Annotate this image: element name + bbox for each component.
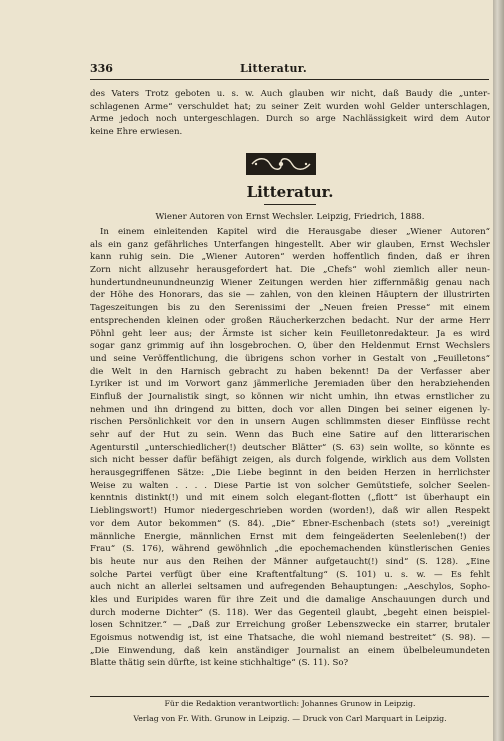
text-line: Blatte thätig sein dürfte, ist keine stichhaltige“ (S. 11). So? [90,658,349,669]
text-line: Zorn nicht allzusehr herausgefordert hat. Die „Chefs“ wohl ziemlich aller neun- [90,265,490,276]
page-header [90,62,490,78]
text-line: der Höhe des Honorars, das sie — zahlen, von den kleinen Häuptern der illustrirten [90,290,490,301]
text-line: nehmen und ihn dringend zu bitten, doch vor allen Dingen bei seiner eigenen ly- [90,404,490,415]
text-line: In einem einleitenden Kapitel wird die Herausgabe dieser „Wiener Autoren“ [100,227,490,237]
text-line: keine Ehre erwiesen. [90,127,183,138]
text-line: Arme jedoch noch untergeschlagen. Durch so arge Nachlässigkeit wird dem Autor [90,114,490,125]
text-line: durch moderne Dichter“ (S. 118). Wer das Gegenteil glaubt, „begeht einen beispiel- [90,607,490,618]
ornament-vignette [246,153,316,175]
text-line: Tageszeitungen bis zu den Serenissimi der „Neuen freien Presse“ mit einem [90,303,490,314]
text-line: „Die Einwendung, daß kein anständiger Journalist an einem übelbeleumundeten [90,645,490,656]
running-title: Litteratur. [240,62,307,75]
text-line: sogar ganz grimmig auf ihn losgebrochen. O, über den Heldenmut Ernst Wechslers [90,341,490,352]
text-line: entsprechenden kleinen oder großen Räucherkerzchen bedacht. Nur der arme Herr [90,315,490,326]
text-line: solche Partei verfügt über eine Kraftentfaltung“ (S. 101) u. s. w. — Es fehlt [90,569,490,580]
text-line: die Welt in den Harnisch gebracht zu haben bekennt! Da der Verfasser aber [90,366,490,377]
text-line: Agenturstil „unterschiedlicher(!) deutscher Blätter“ (S. 63) sein wollte, so könnte es [90,442,490,453]
text-line: Pöhnl geht leer aus; der Ärmste ist sicher kein Feuilletonredakteur. Ja es wird [90,328,490,339]
page-number: 336 [90,62,113,75]
text-line: kenntnis distinkt(!) und mit einem solch elegant-flotten („flott“ ist überhaupt ein [90,493,490,504]
section-title-underline [264,204,316,205]
text-line: herausgegriffenen Sätze: „Die Liebe beginnt in den beiden Herzen in herrlichster [90,468,490,479]
footer-publisher-line: Verlag von Fr. With. Grunow in Leipzig. — Druck von Carl Marquart in Leipzig. [133,714,447,723]
section-title: Litteratur. [246,183,334,201]
book-edge [493,0,504,741]
review-body [90,226,490,670]
text-line: kann ruhig sein. Die „Wiener Autoren“ werden hoffentlich finden, daß er ihren [90,252,490,263]
text-line: rischen Persönlichkeit vor den in unsern Augen schlimmsten dieser Einflüsse recht [90,417,490,428]
text-line: hundertundneunundneunzig Wiener Zeitungen werden hier ziffernmäßig genau nach [90,277,490,288]
text-line: und seine Veröffentlichung, die übrigens schon vorher in Gestalt von „Feuilletons“ [90,353,490,364]
text-line: Weise zu walten . . . . Diese Partie ist von solcher Gemütstiefe, solcher Seelen- [90,480,490,491]
header-rule [90,79,489,80]
text-line: männliche Energie, männlichen Ernst mit dem feingeäderten Seelenleben(!) der [90,531,490,542]
text-line: Lieblingswort!) Humor niedergeschrieben worden (worden!), daß wir allen Respekt [90,506,490,517]
ornament-scroll-icon [248,155,314,173]
text-line: bis heute nur aus den Reihen der Männer aufgetaucht(!) sind“ (S. 128). „Eine [90,556,490,567]
footer-editor-line: Für die Redaktion verantwortlich: Johannes Grunow in Leipzig. [164,699,416,708]
footer-rule [90,696,489,697]
text-line: schlagenen Arme“ verschuldet hat; zu seiner Zeit wurden wohl Gelder unterschlagen, [90,101,490,112]
text-line: des Vaters Trotz geboten u. s. w. Auch glauben wir nicht, daß Baudy die „unter- [90,89,490,99]
text-line: vor dem Autor bekommen“ (S. 84). „Die“ Ebner-Eschenbach (stets so!) „vereinigt [90,518,490,529]
text-line: Frau“ (S. 176), während gewöhnlich „die epochemachenden künstlerischen Genies [90,544,490,555]
text-line: sehr auf der Hut zu sein. Wenn das Buch eine Satire auf den litterarischen [90,430,490,440]
text-line: kles und Euripides waren für ihre Zeit und die damalige Anschauungen durch und [90,594,490,605]
text-line: Egoismus notwendig ist, ist eine Thatsache, die wohl niemand bestreitet“ (S. 98). — [90,633,490,643]
text-line: sich nicht besser dafür befähigt zeigen, als durch folgende, wirklich aus dem Vollsten [90,455,490,466]
text-line: auch nicht an allerlei seltsamen und aufregenden Behauptungen: „Aeschylos, Sopho- [90,582,490,593]
text-line: Einfluß der Journalistik singt, so können wir nicht umhin, ihn etwas ernstlicher zu [90,391,490,402]
text-line: Lyriker ist und im Vorwort ganz jämmerliche Jeremiaden über den herabziehenden [90,379,490,390]
text-line: losen Schnitzer.“ — „Daß zur Erreichung großer Lebenszwecke ein starrer, brutaler [90,620,490,631]
text-line: als ein ganz gefährliches Unterfangen hingestellt. Aber wir glauben, Ernst Wechsler [90,239,490,250]
top-paragraph [90,88,490,139]
bibliography-line: Wiener Autoren von Ernst Wechsler. Leipzig, Friedrich, 1888. [155,212,425,222]
